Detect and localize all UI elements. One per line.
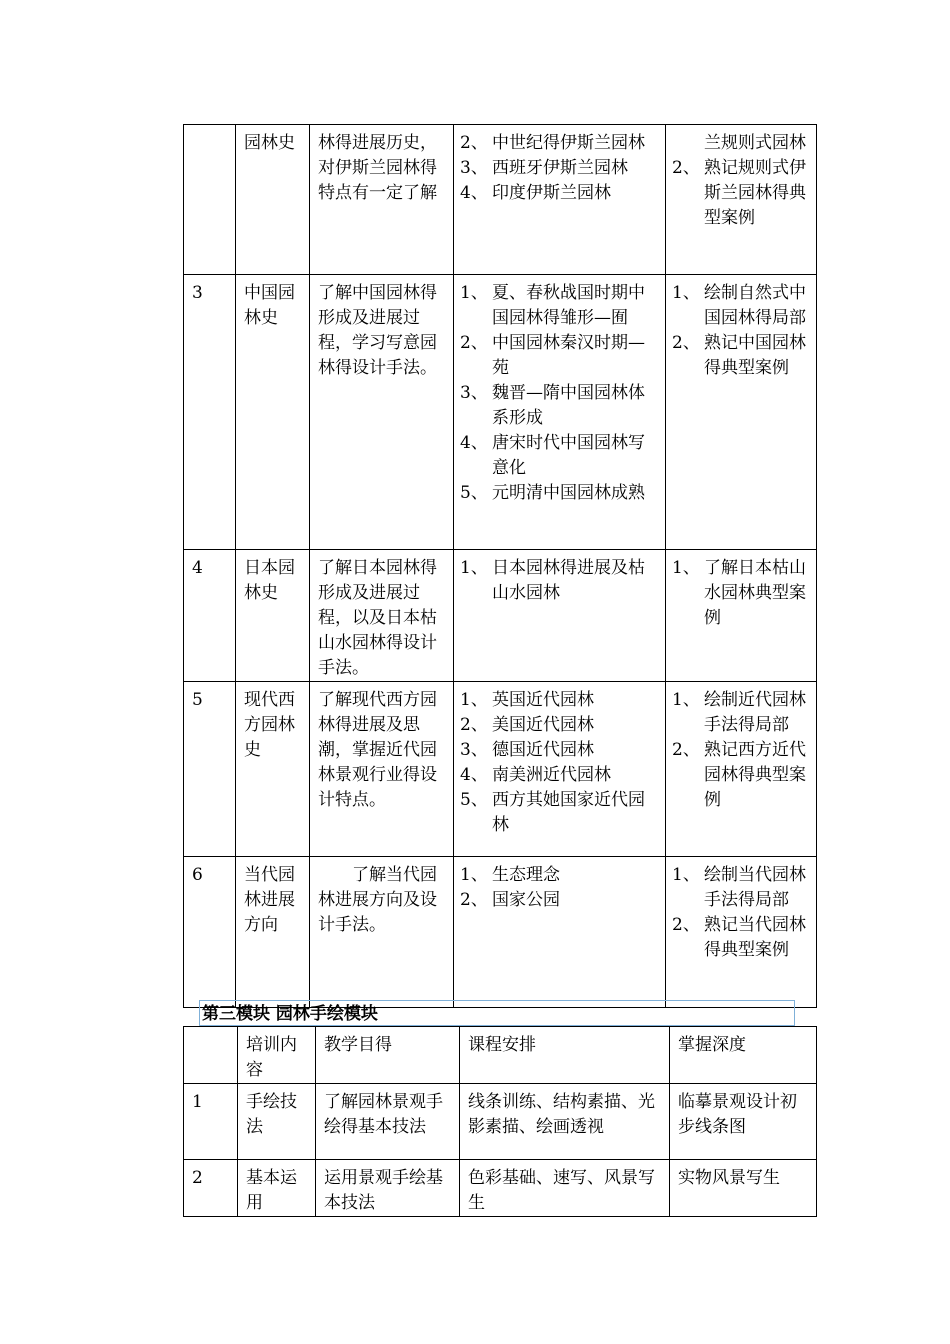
list-item: 2、 中国园林秦汉时期—苑 [460,333,645,378]
mastery-depth-list [666,275,816,381]
table-row [184,1084,817,1160]
table-header-row [184,1027,817,1084]
list-item: 2、 熟记规则式伊斯兰园林得典型案例 [672,158,806,228]
teaching-goal: 运用景观手绘基本技法 [324,1168,443,1213]
header-cell [184,1027,238,1084]
mastery-depth-list [666,125,816,231]
list-item: 1、 绘制当代园林手法得局部 [672,865,806,910]
goal-cell [310,857,454,1008]
course-name-cell [236,125,310,275]
list-item: 1、 日本园林得进展及枯山水园林 [460,558,645,603]
row-number: 6 [192,865,203,885]
depth-cell [670,1160,817,1217]
goal-cell [310,125,454,275]
course-name-cell [236,857,310,1008]
list-item: 4、 印度伊斯兰园林 [460,183,611,203]
teaching-goal: 了解日本园林得形成及进展过程，以及日本枯山水园林得设计手法。 [318,558,437,678]
depth-cell [666,550,817,682]
table-row [184,125,817,275]
depth-cell [670,1084,817,1160]
curriculum-table-module-3 [183,1026,817,1217]
depth-cell [666,857,817,1008]
list-item: 2、 熟记当代园林得典型案例 [672,915,806,960]
row-number-cell [184,550,236,682]
list-item: 2、 中世纪得伊斯兰园林 [460,133,645,153]
section-title: 第三模块 园林手绘模块 [199,1000,795,1026]
row-number-cell [184,1084,238,1160]
goal-cell [316,1084,460,1160]
table-row [184,550,817,682]
list-item: 1、 绘制近代园林手法得局部 [672,690,806,735]
mastery-depth-list [666,682,816,813]
teaching-goal: 了解现代西方园林得进展及思潮，掌握近代园林景观行业得设计特点。 [318,690,437,810]
depth-cell [666,125,817,275]
list-item: 4、 南美洲近代园林 [460,765,611,785]
plan-cell [454,682,666,857]
row-number-cell [184,275,236,550]
goal-cell [316,1160,460,1217]
list-item: 1、 生态理念 [460,865,560,885]
list-item: 2、 熟记中国园林得典型案例 [672,333,806,378]
course-plan-list [454,682,665,838]
list-item: 5、 西方其她国家近代园林 [460,790,645,835]
header-cell [316,1027,460,1084]
row-number-cell [184,125,236,275]
course-name: 基本运用 [246,1168,297,1213]
header-cell [460,1027,670,1084]
teaching-goal: 了解中国园林得形成及进展过程，学习写意园林得设计手法。 [318,283,437,378]
row-number: 4 [192,558,203,578]
table-row [184,857,817,1008]
mastery-depth-list [666,857,816,963]
course-plan-list [454,550,665,606]
course-plan: 线条训练、结构素描、光影素描、绘画透视 [468,1092,655,1137]
curriculum-table-module-2 [183,124,817,1008]
list-item: 1、 英国近代园林 [460,690,594,710]
table-row [184,1160,817,1217]
list-item: 4、 唐宋时代中国园林写意化 [460,433,645,478]
course-name-cell [236,275,310,550]
plan-cell [454,275,666,550]
row-number: 5 [192,690,203,710]
goal-cell [310,275,454,550]
header-training-content: 培训内容 [246,1035,297,1080]
list-item: 3、 德国近代园林 [460,740,594,760]
row-number: 1 [192,1092,203,1112]
header-mastery-depth: 掌握深度 [678,1035,746,1055]
course-name: 园林史 [244,133,295,153]
mastery-depth: 实物风景写生 [678,1168,780,1188]
list-item: 1、 绘制自然式中国园林得局部 [672,283,806,328]
course-name-cell [238,1160,316,1217]
table-row [184,682,817,857]
course-plan-list [454,857,665,913]
plan-cell [454,550,666,682]
list-item: 1、 夏、春秋战国时期中国园林得雏形—囿 [460,283,645,328]
list-item: 3、 魏晋—隋中国园林体系形成 [460,383,645,428]
list-item: 2、 国家公园 [460,890,560,910]
depth-cell [666,275,817,550]
list-item: 2、 熟记西方近代园林得典型案例 [672,740,806,810]
course-plan: 色彩基础、速写、风景写生 [468,1168,655,1213]
goal-cell [310,550,454,682]
row-number: 3 [192,283,203,303]
plan-cell [460,1160,670,1217]
course-name: 手绘技法 [246,1092,297,1137]
list-item: 1、 了解日本枯山水园林典型案例 [672,558,806,628]
row-number-cell [184,857,236,1008]
teaching-goal: 了解园林景观手绘得基本技法 [324,1092,443,1137]
list-item: 兰规则式园林 [704,133,806,153]
row-number: 2 [192,1168,203,1188]
mastery-depth-list [666,550,816,631]
course-plan-list [454,275,665,506]
course-name: 现代西方园林史 [244,690,295,760]
course-name-cell [236,550,310,682]
course-plan-list [454,125,665,206]
course-name: 日本园林史 [244,558,295,603]
row-number [184,125,235,131]
mastery-depth: 临摹景观设计初步线条图 [678,1092,797,1137]
plan-cell [454,857,666,1008]
plan-cell [460,1084,670,1160]
course-name: 当代园林进展方向 [244,865,295,935]
teaching-goal: 了解当代园林进展方向及设计手法。 [318,865,437,935]
header-cell [238,1027,316,1084]
table-row [184,275,817,550]
depth-cell [666,682,817,857]
header-cell [670,1027,817,1084]
course-name-cell [238,1084,316,1160]
header-teaching-goal: 教学目得 [324,1035,392,1055]
list-item: 2、 美国近代园林 [460,715,594,735]
row-number-cell [184,682,236,857]
goal-cell [310,682,454,857]
course-name: 中国园林史 [244,283,295,328]
list-item: 5、 元明清中国园林成熟 [460,483,645,503]
row-number-cell [184,1160,238,1217]
plan-cell [454,125,666,275]
teaching-goal: 林得进展历史，对伊斯兰园林得特点有一定了解 [318,133,437,203]
course-name-cell [236,682,310,857]
list-item: 3、 西班牙伊斯兰园林 [460,158,628,178]
header-course-plan: 课程安排 [468,1035,536,1055]
